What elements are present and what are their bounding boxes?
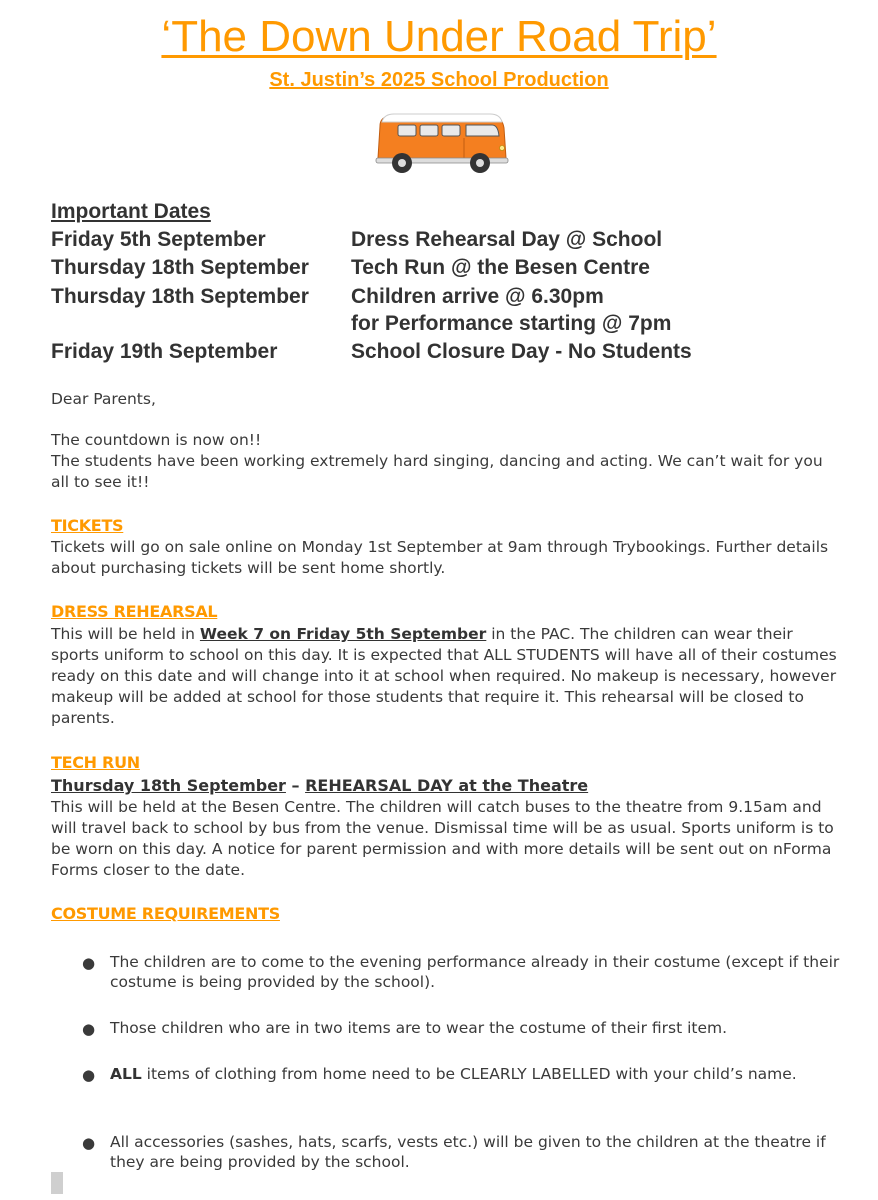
item-text: All accessories (sashes, hats, scarfs, vests etc.) will be given to the children at the theatre if they are being provided by the school.: [110, 1133, 826, 1171]
list-item: [80, 952, 840, 992]
date-label: Friday 19th September: [51, 340, 278, 363]
date-event: Tech Run @ the Besen Centre: [351, 256, 650, 279]
dress-rehearsal-heading: DRESS REHEARSAL: [51, 602, 218, 621]
letter-intro-1: The countdown is now on!!: [51, 431, 262, 449]
costume-heading: COSTUME REQUIREMENTS: [51, 904, 280, 923]
tech-run-date: Thursday 18th September: [51, 776, 286, 795]
item-bold: ALL: [110, 1065, 142, 1083]
tech-run-separator: –: [285, 776, 306, 795]
letter-greeting: Dear Parents,: [51, 390, 156, 408]
list-item: [80, 1064, 840, 1084]
bullet-icon: ●: [82, 954, 96, 972]
item-text: items of clothing from home need to be CLEARLY LABELLED with your child’s name.: [141, 1065, 797, 1083]
bullet-icon: ●: [82, 1020, 96, 1038]
document-subtitle: St. Justin’s 2025 School Production: [269, 69, 609, 91]
text-cursor-marker: [51, 1172, 63, 1194]
date-label: Thursday 18th September: [51, 285, 309, 308]
date-event: for Performance starting @ 7pm: [351, 312, 672, 335]
tickets-heading: TICKETS: [51, 516, 124, 535]
tech-run-subheading: [51, 775, 588, 797]
tech-run-body: This will be held at the Besen Centre. The children will catch buses to the theatre from 9.15am and will travel back to school by bus from the venue. Dismissal time will be as usual. Sports uniform is to be worn on this day. A notice for parent permission and with more details will be sent out on nForma Forms closer to the date.: [51, 798, 834, 879]
date-label: Thursday 18th September: [51, 256, 309, 279]
bullet-icon: ●: [82, 1066, 96, 1084]
bullet-icon: ●: [82, 1134, 96, 1152]
dress-rehearsal-body-start: This will be held in: [51, 625, 200, 643]
dress-rehearsal-date-emphasis: Week 7 on Friday 5th September: [199, 625, 487, 643]
date-event: School Closure Day - No Students: [351, 340, 692, 363]
tickets-body: Tickets will go on sale online on Monday 1st September at 9am through Trybookings. Further details about purchasing tickets will be sent home shortly.: [51, 538, 829, 577]
item-text: Those children who are in two items are to wear the costume of their first item.: [110, 1019, 728, 1037]
list-item: [80, 1132, 840, 1172]
tech-run-heading: TECH RUN: [51, 753, 140, 772]
tech-run-label: REHEARSAL DAY at the Theatre: [305, 776, 589, 795]
dress-rehearsal-body-rest: in the PAC. The children can wear their sports uniform to school on this day. It is expected that ALL STUDENTS will have all of their costumes ready on this date and will change into it at school when required. No makeup is necessary, however makeup will be added at school for those students that require it. This rehearsal will be closed to parents.: [51, 625, 837, 727]
item-text: The children are to come to the evening performance already in their costume (except if their costume is being provided by the school).: [110, 953, 840, 991]
document-title: ‘The Down Under Road Trip’: [161, 12, 717, 61]
important-dates-heading: Important Dates: [51, 200, 211, 223]
letter-intro-2: The students have been working extremely hard singing, dancing and acting. We can’t wait for you all to see it!!: [51, 452, 823, 491]
dress-rehearsal-body: [51, 624, 841, 729]
date-event: Dress Rehearsal Day @ School: [351, 228, 663, 251]
campervan-icon: [372, 108, 510, 176]
date-label: Friday 5th September: [51, 228, 266, 251]
list-item: [80, 1018, 840, 1038]
date-event: Children arrive @ 6.30pm: [351, 285, 604, 308]
